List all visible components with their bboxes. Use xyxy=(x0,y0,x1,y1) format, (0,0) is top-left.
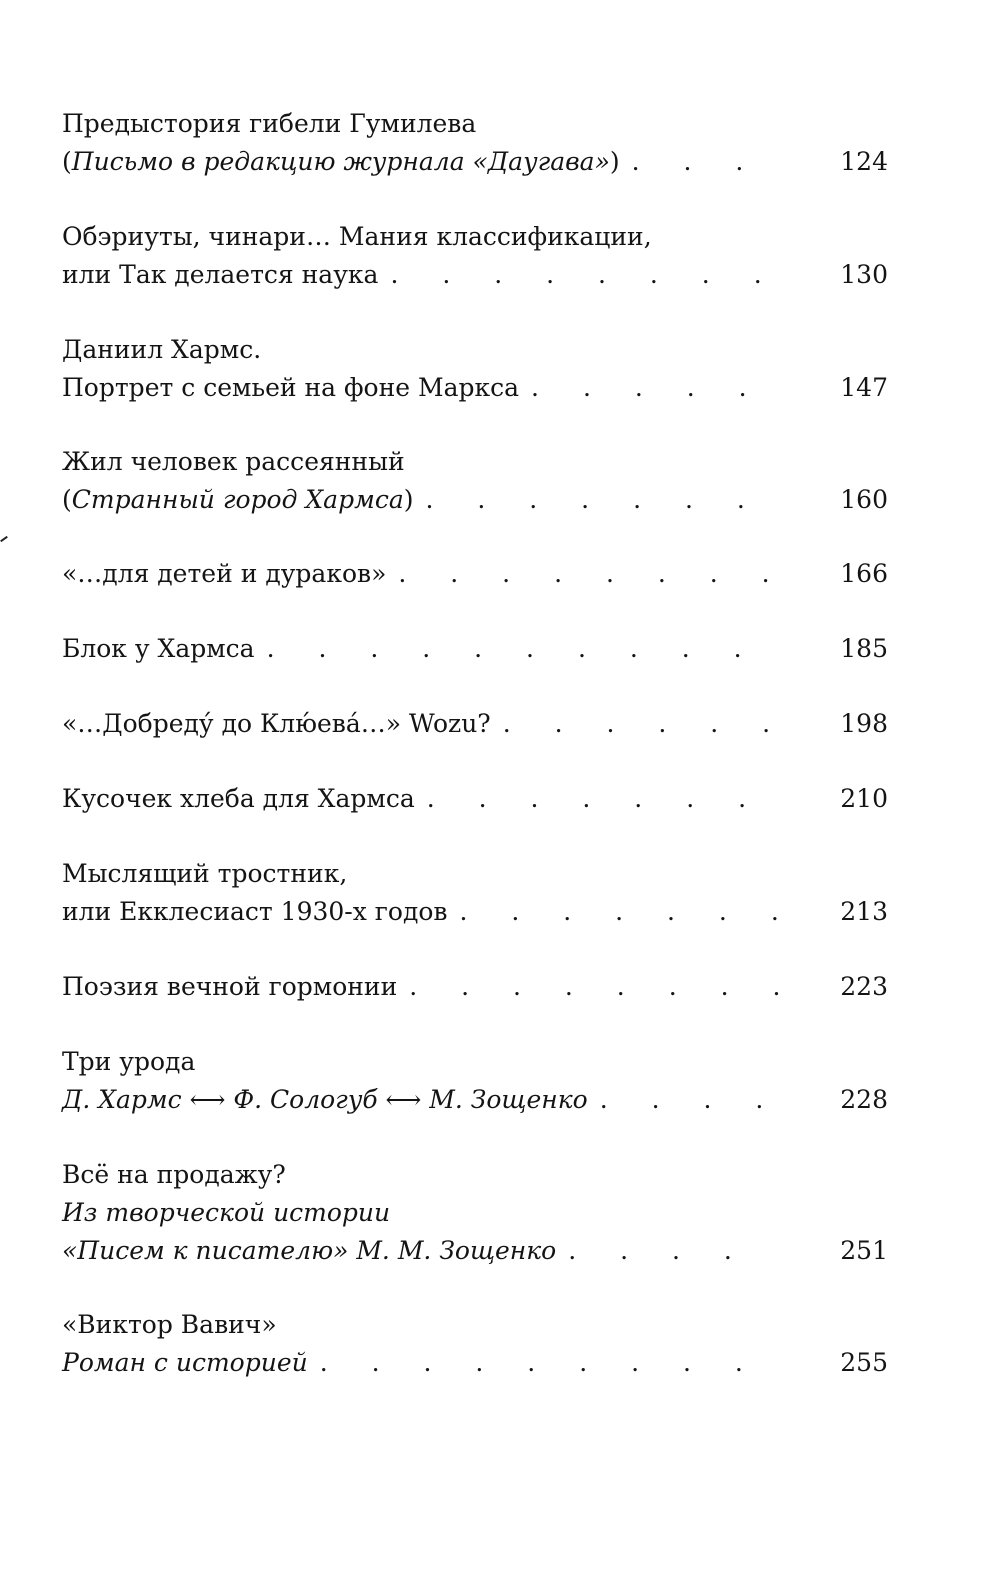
toc-title-text: «Писем к писателю» xyxy=(62,1236,349,1265)
toc-entry-line xyxy=(62,1306,888,1344)
toc-entry-title xyxy=(62,968,888,1006)
toc-title-text: Блок у Хармса xyxy=(62,634,255,663)
toc-entry-title xyxy=(62,1194,888,1232)
toc-entry xyxy=(62,1043,888,1119)
toc-entry xyxy=(62,780,888,818)
dot-leader: . . . . . . . . xyxy=(390,260,780,289)
toc-entry-line xyxy=(62,1043,888,1081)
dot-leader: . . . . . . . xyxy=(459,897,797,926)
page-number: 130 xyxy=(840,260,888,289)
toc-entry-title xyxy=(62,855,888,893)
toc-entry-title xyxy=(62,369,888,407)
toc-entry-title xyxy=(62,1306,888,1344)
page-number: 251 xyxy=(840,1236,888,1265)
toc-entry-title xyxy=(62,256,888,294)
toc-entry-line xyxy=(62,256,888,294)
toc-entry-title xyxy=(62,143,888,181)
toc-entry xyxy=(62,1156,888,1270)
page-number: 198 xyxy=(840,709,888,738)
toc-title-text: Роман с историей xyxy=(62,1348,308,1377)
dot-leader: . . . . . xyxy=(531,373,765,402)
toc-entry-line xyxy=(62,780,888,818)
toc-entry-title xyxy=(62,481,888,519)
toc-title-text: Письмо в редакцию журнала «Даугава» xyxy=(71,147,610,176)
toc-title-text: М. М. Зощенко xyxy=(348,1236,557,1265)
toc-entry xyxy=(62,331,888,407)
toc-entry-line xyxy=(62,443,888,481)
toc-entry-line xyxy=(62,968,888,1006)
toc-entry-line xyxy=(62,705,888,743)
toc-entry-line xyxy=(62,893,888,931)
dot-leader: . . . xyxy=(631,147,762,176)
toc-entry-line xyxy=(62,1232,888,1270)
dot-leader: . . . . xyxy=(599,1085,782,1114)
toc-entry xyxy=(62,630,888,668)
toc-entry-line xyxy=(62,630,888,668)
toc-entry-line xyxy=(62,555,888,593)
scan-artifact xyxy=(0,536,8,542)
toc-entry xyxy=(62,968,888,1006)
toc-entry xyxy=(62,443,888,519)
toc-entry xyxy=(62,218,888,294)
toc-title-text: «Виктор Вавич» xyxy=(62,1310,277,1339)
toc-title-text: ) xyxy=(403,485,414,514)
toc-entry-line xyxy=(62,105,888,143)
toc-title-text: Жил человек рассеянный xyxy=(62,447,405,476)
toc-entry-line xyxy=(62,331,888,369)
toc-title-text: Из творческой истории xyxy=(62,1198,391,1227)
toc-entry-title xyxy=(62,331,888,369)
toc-entry-title xyxy=(62,218,888,256)
toc-title-text: Предыстория гибели Гумилева xyxy=(62,109,477,138)
toc-entry-line xyxy=(62,855,888,893)
toc-entry-title xyxy=(62,630,888,668)
toc-title-text: Обэриуты, чинари… Мания классификации, xyxy=(62,222,652,251)
toc-title-text: Всё на продажу? xyxy=(62,1160,286,1189)
toc-title-text: или Так делается наука xyxy=(62,260,379,289)
toc-entry xyxy=(62,1306,888,1382)
toc-title-text: Д. Хармс ⟷ Ф. Сологуб ⟷ М. Зощенко xyxy=(62,1085,588,1114)
toc-entry xyxy=(62,555,888,593)
dot-leader: . . . . . . . . . xyxy=(319,1348,761,1377)
toc-entry xyxy=(62,705,888,743)
page-number: 166 xyxy=(840,559,888,588)
page-number: 213 xyxy=(840,897,888,926)
page-number: 228 xyxy=(840,1085,888,1114)
page-number: 255 xyxy=(840,1348,888,1377)
toc-title-text: или Екклесиаст 1930-х годов xyxy=(62,897,448,926)
toc-entry xyxy=(62,855,888,931)
toc-entry-title xyxy=(62,443,888,481)
toc-entry-title xyxy=(62,705,888,743)
toc-entry-title xyxy=(62,105,888,143)
dot-leader: . . . . . . . xyxy=(426,784,765,813)
toc-title-text: Даниил Хармс. xyxy=(62,335,262,364)
dot-leader: . . . . . . . . xyxy=(409,972,799,1001)
toc-title-text: ) xyxy=(609,147,620,176)
dot-leader: . . . . xyxy=(568,1236,750,1265)
page-number: 160 xyxy=(840,485,888,514)
dot-leader: . . . . . . xyxy=(502,709,789,738)
toc-entry-line xyxy=(62,143,888,181)
dot-leader: . . . . . . . xyxy=(425,485,763,514)
toc-title-text: Три урода xyxy=(62,1047,196,1076)
toc-title-text: «…Добреду́ до Клю́ева́…» Wozu? xyxy=(62,709,491,738)
dot-leader: . . . . . . . . xyxy=(398,559,788,588)
toc-entry-title xyxy=(62,1232,888,1270)
dot-leader: . . . . . . . . . . xyxy=(266,634,760,663)
page-number: 223 xyxy=(840,972,888,1001)
toc-entry-line xyxy=(62,369,888,407)
page-number: 147 xyxy=(840,373,888,402)
page-number: 185 xyxy=(840,634,888,663)
toc-entry-title xyxy=(62,1344,888,1382)
toc-title-text: Странный город Хармса xyxy=(71,485,404,514)
toc-title-text: Мыслящий тростник, xyxy=(62,859,348,888)
toc-entry-title xyxy=(62,1156,888,1194)
toc-title-text: Портрет с семьей на фоне Маркса xyxy=(62,373,520,402)
toc-title-text: «…для детей и дураков» xyxy=(62,559,387,588)
toc-entry-title xyxy=(62,893,888,931)
toc-title-text: ( xyxy=(62,147,72,176)
toc-entry-title xyxy=(62,1081,888,1119)
toc-entry-line xyxy=(62,1344,888,1382)
toc-entry-line xyxy=(62,1156,888,1194)
page-number: 124 xyxy=(840,147,888,176)
toc-title-text: ( xyxy=(62,485,72,514)
toc-title-text: Поэзия вечной гормонии xyxy=(62,972,398,1001)
toc-entry-line xyxy=(62,1194,888,1232)
toc-title-text: Кусочек хлеба для Хармса xyxy=(62,784,415,813)
toc-entry-title xyxy=(62,780,888,818)
toc-entry-title xyxy=(62,555,888,593)
toc-entry-title xyxy=(62,1043,888,1081)
toc-entry-line xyxy=(62,481,888,519)
toc-entry xyxy=(62,105,888,181)
toc-entry-line xyxy=(62,218,888,256)
page-number: 210 xyxy=(840,784,888,813)
toc-entry-line xyxy=(62,1081,888,1119)
